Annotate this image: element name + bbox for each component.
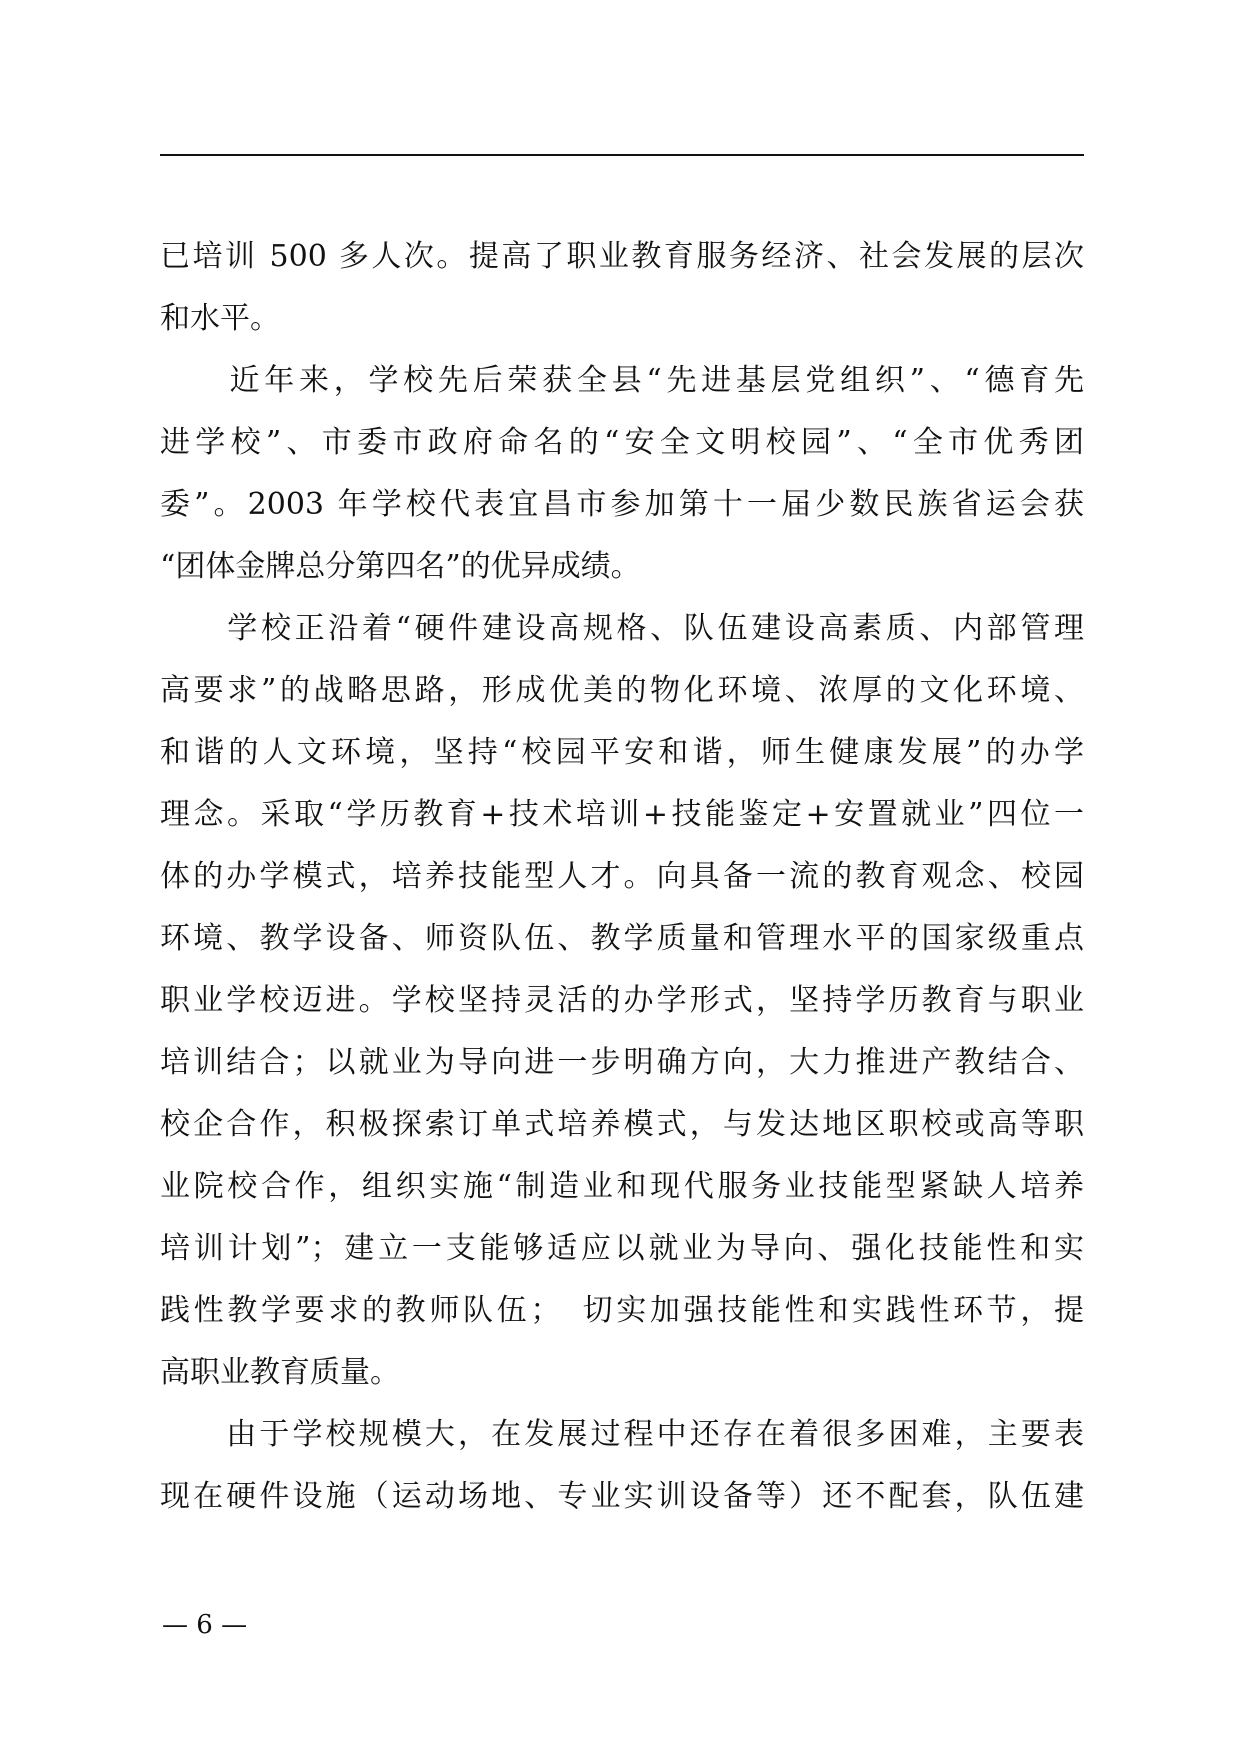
text-line: 体的办学模式，培养技能型人才。向具备一流的教育观念、校园 <box>160 859 1084 894</box>
text-line: 委”。2003 年学校代表宜昌市参加第十一届少数民族省运会获 <box>160 487 1084 522</box>
text-line: 和谐的人文环境，坚持“校园平安和谐，师生健康发展”的办学 <box>160 735 1084 770</box>
text-line: “团体金牌总分第四名”的优异成绩。 <box>160 549 641 584</box>
page-number: — 6 — <box>162 1610 248 1640</box>
text-line: 进学校”、市委市政府命名的“安全文明校园”、“全市优秀团 <box>160 425 1084 460</box>
text-line: 学校正沿着“硬件建设高规格、队伍建设高素质、内部管理 <box>160 611 1084 646</box>
text-line: 培训计划”；建立一支能够适应以就业为导向、强化技能性和实 <box>160 1231 1084 1266</box>
text-line: 职业学校迈进。学校坚持灵活的办学形式，坚持学历教育与职业 <box>160 983 1084 1018</box>
text-line: 业院校合作，组织实施“制造业和现代服务业技能型紧缺人培养 <box>160 1169 1084 1204</box>
text-line: 已培训 500 多人次。提高了职业教育服务经济、社会发展的层次 <box>160 239 1084 274</box>
text-line: 理念。采取“学历教育+技术培训+技能鉴定+安置就业”四位一 <box>160 797 1084 832</box>
text-line: 高职业教育质量。 <box>160 1355 400 1390</box>
text-line: 践性教学要求的教师队伍； 切实加强技能性和实践性环节，提 <box>160 1293 1084 1328</box>
text-line: 培训结合；以就业为导向进一步明确方向，大力推进产教结合、 <box>160 1045 1084 1080</box>
text-line: 和水平。 <box>160 301 280 336</box>
text-line: 现在硬件设施（运动场地、专业实训设备等）还不配套，队伍建 <box>160 1479 1084 1514</box>
header-rule <box>160 154 1084 156</box>
text-line: 校企合作，积极探索订单式培养模式，与发达地区职校或高等职 <box>160 1107 1084 1142</box>
text-line: 环境、教学设备、师资队伍、教学质量和管理水平的国家级重点 <box>160 921 1084 956</box>
text-line: 近年来，学校先后荣获全县“先进基层党组织”、“德育先 <box>160 363 1084 398</box>
text-line: 由于学校规模大，在发展过程中还存在着很多困难，主要表 <box>160 1417 1084 1452</box>
body-text <box>160 226 1084 1528</box>
text-line: 高要求”的战略思路，形成优美的物化环境、浓厚的文化环境、 <box>160 673 1084 708</box>
